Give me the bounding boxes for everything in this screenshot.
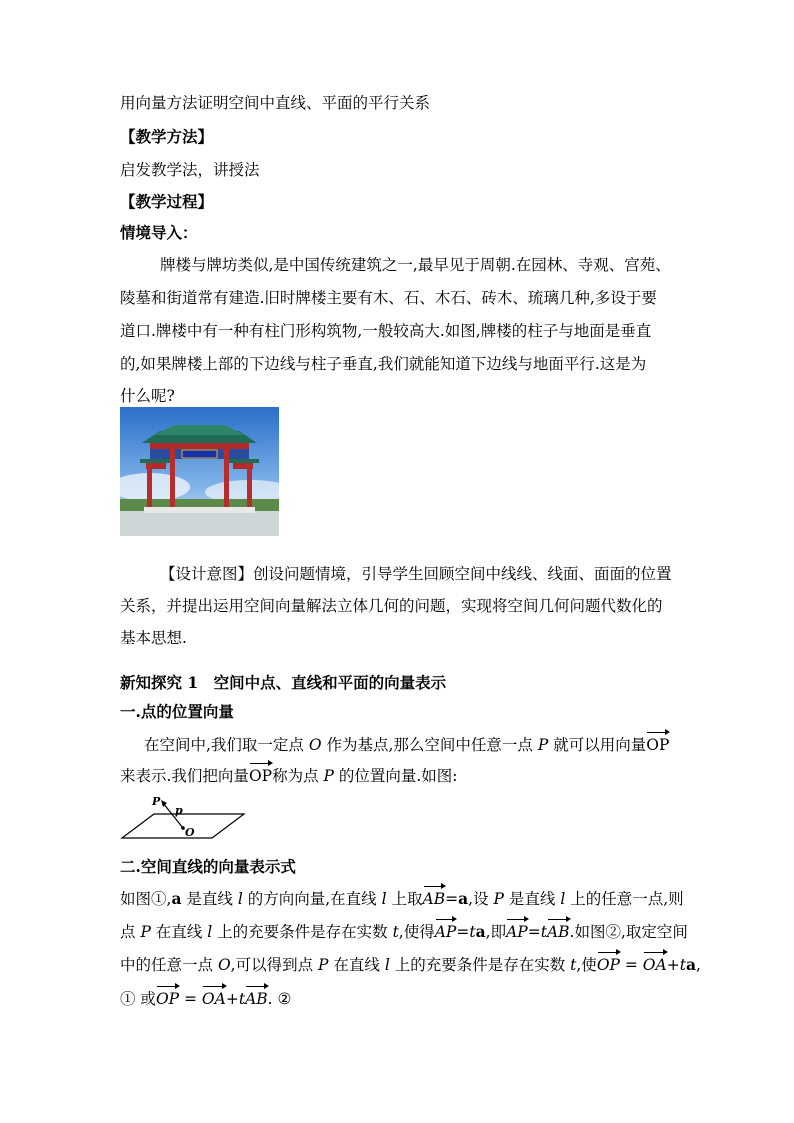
text-span: 来表示.我们把向量	[120, 767, 249, 785]
var-l: l	[384, 956, 390, 974]
point-vector-line-2	[120, 766, 458, 786]
var-O: O	[217, 956, 231, 974]
text-span: 上的任意一点,则	[565, 890, 684, 908]
text-span: . ②	[267, 990, 292, 1008]
text-span: =	[445, 890, 459, 908]
text-span: ,即	[485, 923, 507, 941]
fig-label-P: P	[152, 795, 161, 808]
text-span: 上的充要条件是存在实数	[389, 956, 571, 974]
intro-paragraph-line-2: 陵墓和街道常有建造.旧时牌楼主要有木、石、木石、砖木、琉璃几种,多设于要	[120, 289, 657, 307]
text-span: 的方向向量,在直线	[242, 890, 382, 908]
vector-AB: AB	[422, 890, 446, 908]
line-vector-line-3	[120, 955, 701, 975]
var-l: l	[207, 923, 213, 941]
line-vector-line-2	[120, 922, 688, 942]
var-t: t	[570, 956, 577, 974]
paifang-archway-photo	[120, 407, 279, 536]
text-span: 上的充要条件是存在实数	[212, 923, 393, 941]
text-span: ,使	[576, 956, 597, 974]
position-vector-figure	[118, 790, 248, 842]
var-t: t	[238, 990, 246, 1008]
var-P: P	[537, 736, 549, 754]
text-span: 中的任意一点	[120, 956, 218, 974]
heading-teaching-method: 【教学方法】	[120, 127, 214, 146]
point-vector-line-1	[144, 735, 669, 755]
intro-paragraph-line-1: 牌楼与牌坊类似,是中国传统建筑之一,最早见于周朝.在园林、寺观、宫苑、	[160, 256, 671, 274]
text-span: 在直线	[150, 923, 208, 941]
vector-OP: OP	[155, 990, 180, 1008]
text-span: 是直线	[503, 890, 561, 908]
var-a: a	[475, 922, 486, 941]
var-P: P	[493, 890, 504, 908]
vector-OA: OA	[642, 956, 667, 974]
var-l: l	[381, 890, 387, 908]
text-span: 上取	[386, 890, 423, 908]
heading-point-position-vector: 一.点的位置向量	[120, 702, 234, 721]
design-intent-line-1: 【设计意图】创设问题情境，引导学生回顾空间中线线、线面、面面的位置	[160, 565, 672, 583]
var-a: a	[171, 889, 182, 908]
intro-paragraph-line-4: 的,如果牌楼上部的下边线与柱子垂直,我们就能知道下边线与地面平行.这是为	[120, 355, 647, 373]
text-span: 在直线	[328, 956, 385, 974]
design-intent-line-2: 关系，并提出运用空间向量解法立体几何的问题，实现将空间几何问题代数化的	[120, 597, 663, 615]
text-span: 就可以用向量	[548, 736, 647, 754]
var-t: t	[540, 923, 547, 941]
fig-label-p: p	[175, 804, 183, 817]
vector-OP: OP	[248, 767, 273, 785]
fig-label-O: O	[185, 826, 195, 839]
lesson-objective: 用向量方法证明空间中直线、平面的平行关系	[120, 94, 431, 112]
design-intent-line-3: 基本思想.	[120, 629, 187, 647]
line-vector-line-1	[120, 889, 684, 909]
vector-AB: AB	[546, 923, 570, 941]
text-span: =	[527, 923, 541, 941]
var-a: a	[458, 889, 469, 908]
text-span: ,使得	[398, 923, 435, 941]
heading-situation-intro: 情境导入：	[120, 223, 198, 242]
text-span: ,	[695, 956, 701, 974]
heading-new-knowledge-1: 新知探究 1 空间中点、直线和平面的向量表示	[120, 673, 447, 692]
vector-OP: OP	[596, 956, 620, 974]
text-span: ,可以得到点	[230, 956, 319, 974]
text-span: =	[179, 990, 202, 1008]
intro-paragraph-line-3: 道口.牌楼中有一种有柱门形构筑物,一般较高大.如图,牌楼的柱子与地面是垂直	[120, 322, 652, 340]
var-P: P	[323, 767, 334, 785]
vector-OP: OP	[646, 736, 670, 754]
heading-line-vector-representation: 二.空间直线的向量表示式	[120, 857, 296, 876]
text-span: +	[666, 956, 680, 974]
line-vector-line-4	[120, 989, 291, 1009]
heading-teaching-process: 【教学过程】	[120, 192, 214, 211]
vector-OA: OA	[201, 990, 226, 1008]
var-P: P	[318, 956, 329, 974]
var-O: O	[308, 736, 322, 754]
text-span: .如图②,取定空间	[569, 923, 688, 941]
var-P: P	[140, 923, 151, 941]
intro-paragraph-line-5: 什么呢?	[120, 387, 175, 405]
text-span: 如图①,	[120, 890, 172, 908]
var-l: l	[560, 890, 566, 908]
var-a: a	[685, 955, 696, 974]
text-span: =	[619, 956, 643, 974]
text-span: 是直线	[181, 890, 238, 908]
text-span: 在空间中,我们取一定点	[144, 736, 309, 754]
var-t: t	[679, 956, 686, 974]
vector-AP: AP	[506, 923, 528, 941]
teaching-method-text: 启发教学法，讲授法	[120, 161, 260, 179]
text-span: +	[225, 990, 239, 1008]
vector-AB: AB	[245, 990, 268, 1008]
var-l: l	[237, 890, 243, 908]
text-span: 称为点	[272, 767, 324, 785]
var-t: t	[392, 923, 399, 941]
text-span: ① 或	[120, 990, 156, 1008]
text-span: 作为基点,那么空间中任意一点	[321, 736, 538, 754]
vector-AP: AP	[434, 923, 457, 941]
var-t: t	[469, 923, 476, 941]
text-span: ,设	[468, 890, 494, 908]
text-span: 点	[120, 923, 141, 941]
text-span: 的位置向量.如图:	[333, 767, 458, 785]
text-span: =	[456, 923, 470, 941]
